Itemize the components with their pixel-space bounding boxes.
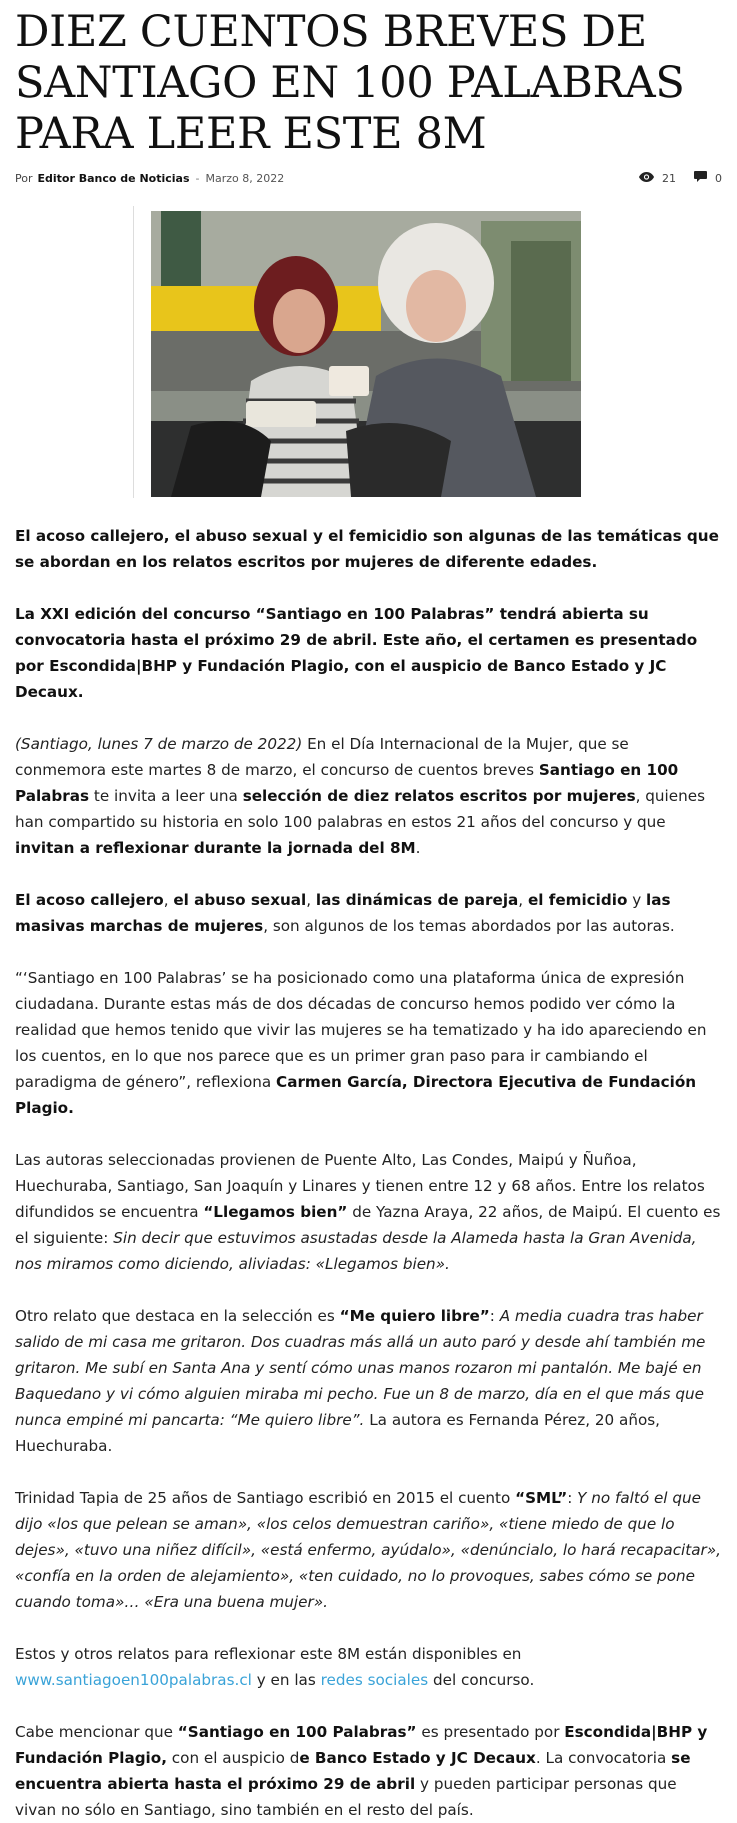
text-span: de Yazna Araya, 22 años, de Maipú. El cuento es el siguiente:	[15, 1203, 721, 1247]
text-span: con el auspicio d	[166, 1749, 300, 1767]
story-text: A media cuadra tras haber salido de mi casa me gritaron. Dos cuadras más allá un auto paró y desde ahí también me gritaron. Me subí en Santa Ana y sentí cómo unas manos rozaron mi pantalón. Me bajé en Baquedano y vi cómo alguien miraba mi pecho. Fue un 8 de marzo, día en el que más que nunca empiné mi pancarta: “Me quiero libre”.	[15, 1307, 706, 1429]
lead-text-2: La XXI edición del concurso “Santiago en 100 Palabras” tendrá abierta su convocatoria hasta el próximo 29 de abril. Este año, el certamen es presentado por Escondida|BHP y Fundación Plagio, con el auspicio de Banco Estado y JC Decaux.	[15, 605, 698, 701]
text-span: ,	[163, 891, 174, 909]
story-text: Y no faltó el que dijo «los que pelean se aman», «los celos demuestran cariño», «tiene miedo de que lo dejes», «tuvo una niñez difícil», «está enfermo, ayúdalo», «denúncialo, lo hará recapacitar», «confía en la orden de alejamiento», «ten cuidado, no lo provoques, sabes cómo se pone cuando toma»… «Era una buena mujer».	[15, 1489, 721, 1611]
by-label: Por	[15, 171, 33, 185]
paragraph-10	[15, 1719, 722, 1823]
website-link[interactable]: www.santiagoen100palabras.cl	[15, 1671, 252, 1689]
bold-span: invitan a reflexionar durante la jornada del 8M	[15, 839, 416, 857]
bold-span: “SML”	[515, 1489, 568, 1507]
text-span: , quienes han compartido su historia en solo 100 palabras en estos 21 años del concurso y que	[15, 787, 706, 831]
bold-span: las dinámicas de pareja	[315, 891, 519, 909]
author-link[interactable]: Editor Banco de Noticias	[37, 171, 190, 185]
paragraph-3	[15, 731, 722, 861]
text-span: :	[567, 1489, 578, 1507]
paragraph-1	[15, 523, 722, 575]
comment-icon[interactable]	[694, 171, 707, 185]
paragraph-9	[15, 1641, 722, 1693]
text-span: Otro relato que destaca en la selección es	[15, 1307, 340, 1325]
text-span: y	[627, 891, 647, 909]
story-text: Sin decir que estuvimos asustadas desde la Alameda hasta la Gran Avenida, nos miramos como diciendo, aliviadas: «Llegamos bien».	[15, 1229, 697, 1273]
social-networks-link[interactable]: redes sociales	[320, 1671, 429, 1689]
quote-text: “‘Santiago en 100 Palabras’ se ha posicionado como una plataforma única de expresión ciudadana. Durante estas más de dos décadas de concurso hemos podido ver cómo la realidad que hemos tenido que vivir las mujeres se ha tematizado y ha ido apareciendo en los cuentos, en lo que nos parece que es un primer gran paso para ir cambiando el paradigma de género”, reflexiona	[15, 969, 707, 1091]
text-span: y en las	[251, 1671, 321, 1689]
publish-date: Marzo 8, 2022	[205, 171, 285, 185]
article-stats	[625, 171, 722, 185]
bold-span: selección de diez relatos escritos por mujeres	[242, 787, 636, 805]
article-meta	[15, 168, 722, 188]
paragraph-7	[15, 1303, 722, 1459]
text-span: La autora es Fernanda Pérez, 20 años, Huechuraba.	[15, 1411, 660, 1455]
comments-count[interactable]: 0	[715, 171, 722, 185]
text-span: .	[415, 839, 421, 857]
bold-span: “Llegamos bien”	[203, 1203, 348, 1221]
text-span: del concurso.	[428, 1671, 535, 1689]
featured-image	[151, 211, 581, 497]
text-span: ,	[306, 891, 316, 909]
eye-icon	[639, 172, 654, 185]
text-span: , son algunos de los temas abordados por las autoras.	[263, 917, 675, 935]
text-span: . La convocatoria	[535, 1749, 672, 1767]
text-span: ,	[518, 891, 528, 909]
bold-span: se encuentra abierta hasta el próximo 29 de abril	[15, 1749, 691, 1793]
paragraph-5	[15, 965, 722, 1121]
lead-text: El acoso callejero, el abuso sexual y el femicidio son algunas de las temáticas que se abordan en los relatos escritos por mujeres de diferente edades.	[15, 527, 719, 571]
paragraph-6	[15, 1147, 722, 1277]
text-span: te invita a leer una	[89, 787, 243, 805]
dateline: (Santiago, lunes 7 de marzo de 2022)	[15, 735, 303, 753]
text-span: Cabe mencionar que	[15, 1723, 178, 1741]
text-span: es presentado por	[416, 1723, 565, 1741]
bold-span: “Santiago en 100 Palabras”	[177, 1723, 417, 1741]
paragraph-4	[15, 887, 722, 939]
meta-separator: -	[195, 171, 200, 185]
views-count: 21	[662, 171, 676, 185]
featured-figure	[133, 206, 580, 498]
paragraph-2	[15, 601, 722, 705]
text-span: Trinidad Tapia de 25 años de Santiago escribió en 2015 el cuento	[15, 1489, 516, 1507]
article-title: DIEZ CUENTOS BREVES DE SANTIAGO EN 100 PALABRAS PARA LEER ESTE 8M	[15, 7, 685, 159]
bold-span: las masivas marchas de mujeres	[15, 891, 671, 935]
bold-span: Carmen García, Directora Ejecutiva de Fundación Plagio.	[15, 1073, 697, 1117]
text-span: Estos y otros relatos para reflexionar este 8M están disponibles en	[15, 1645, 522, 1663]
bold-span: e Banco Estado y JC Decaux	[299, 1749, 536, 1767]
bold-span: Santiago en 100 Palabras	[15, 761, 679, 805]
bold-span: el abuso sexual	[173, 891, 307, 909]
article-body	[15, 523, 722, 1823]
paragraph-8	[15, 1485, 722, 1615]
text-span: :	[489, 1307, 500, 1325]
bold-span: Escondida|BHP y Fundación Plagio,	[15, 1723, 708, 1767]
bold-span: El acoso callejero	[15, 891, 164, 909]
text-span: Las autoras seleccionadas provienen de Puente Alto, Las Condes, Maipú y Ñuñoa, Huechuraba, Santiago, San Joaquín y Linares y tienen entre 12 y 68 años. Entre los relatos difundidos se encuentra	[15, 1151, 705, 1221]
text-span: En el Día Internacional de la Mujer, que se conmemora este martes 8 de marzo, el concurso de cuentos breves	[15, 735, 629, 779]
bold-span: el femicidio	[527, 891, 628, 909]
text-span: y pueden participar personas que vivan no sólo en Santiago, sino también en el resto del país.	[15, 1775, 677, 1819]
bold-span: “Me quiero libre”	[339, 1307, 490, 1325]
